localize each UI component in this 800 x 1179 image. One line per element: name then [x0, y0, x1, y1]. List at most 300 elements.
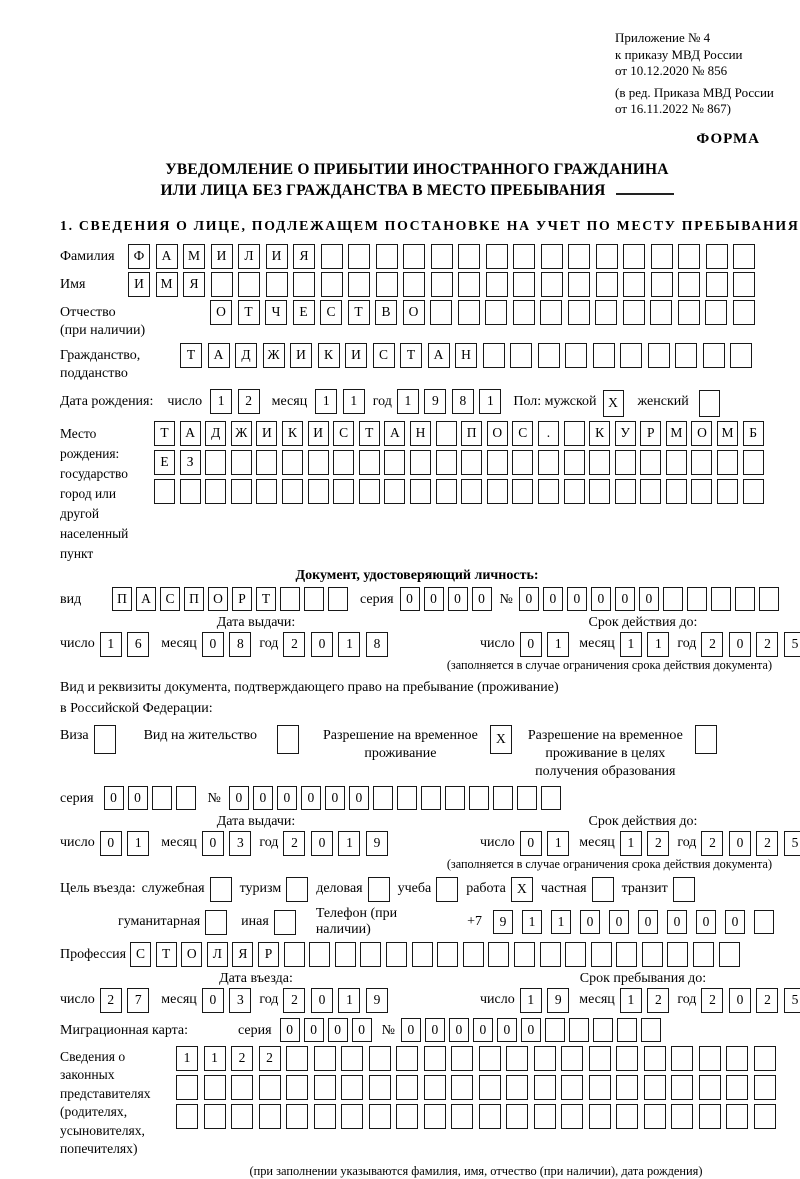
char-cell[interactable]: [483, 343, 505, 368]
char-cell[interactable]: [335, 942, 356, 967]
char-cell[interactable]: [568, 244, 590, 269]
char-cell[interactable]: [569, 1018, 589, 1042]
char-cell[interactable]: [568, 272, 590, 297]
char-cell[interactable]: Н: [410, 421, 431, 446]
char-cell[interactable]: 0: [567, 587, 587, 611]
char-cell[interactable]: Р: [232, 587, 252, 611]
char-cell[interactable]: Л: [238, 244, 260, 269]
char-cell[interactable]: О: [691, 421, 712, 446]
char-cell[interactable]: У: [615, 421, 636, 446]
char-cell[interactable]: О: [208, 587, 228, 611]
char-cell[interactable]: [616, 1075, 638, 1100]
char-cell[interactable]: [256, 479, 277, 504]
char-cell[interactable]: С: [373, 343, 395, 368]
char-cell[interactable]: [386, 942, 407, 967]
char-cell[interactable]: [644, 1104, 666, 1129]
char-cell[interactable]: [651, 244, 673, 269]
char-cell[interactable]: [706, 244, 728, 269]
char-cell[interactable]: И: [308, 421, 329, 446]
char-cell[interactable]: 0: [497, 1018, 517, 1042]
purpose-other-checkbox[interactable]: [274, 910, 296, 935]
char-cell[interactable]: [687, 587, 707, 611]
char-cell[interactable]: [259, 1104, 281, 1129]
char-cell[interactable]: [231, 1104, 253, 1129]
char-cell[interactable]: А: [156, 244, 178, 269]
char-cell[interactable]: [541, 786, 561, 810]
char-cell[interactable]: [640, 479, 661, 504]
char-cell[interactable]: О: [210, 300, 232, 325]
char-cell[interactable]: 0: [729, 831, 751, 856]
char-cell[interactable]: Д: [205, 421, 226, 446]
char-cell[interactable]: [486, 244, 508, 269]
char-cell[interactable]: [403, 272, 425, 297]
char-cell[interactable]: 2: [701, 632, 723, 657]
char-cell[interactable]: [293, 272, 315, 297]
char-cell[interactable]: 0: [104, 786, 124, 810]
char-cell[interactable]: З: [180, 450, 201, 475]
char-cell[interactable]: [754, 1104, 776, 1129]
char-cell[interactable]: 2: [100, 988, 122, 1013]
char-cell[interactable]: А: [428, 343, 450, 368]
char-cell[interactable]: М: [666, 421, 687, 446]
char-cell[interactable]: [726, 1046, 748, 1071]
char-cell[interactable]: [675, 343, 697, 368]
char-cell[interactable]: К: [282, 421, 303, 446]
char-cell[interactable]: [176, 1104, 198, 1129]
char-cell[interactable]: 1: [127, 831, 149, 856]
char-cell[interactable]: [154, 479, 175, 504]
char-cell[interactable]: [678, 300, 700, 325]
char-cell[interactable]: И: [256, 421, 277, 446]
char-cell[interactable]: Ф: [128, 244, 150, 269]
char-cell[interactable]: [666, 479, 687, 504]
char-cell[interactable]: [561, 1075, 583, 1100]
char-cell[interactable]: [486, 272, 508, 297]
char-cell[interactable]: [369, 1046, 391, 1071]
char-cell[interactable]: Ж: [263, 343, 285, 368]
char-cell[interactable]: 0: [472, 587, 492, 611]
char-cell[interactable]: 0: [328, 1018, 348, 1042]
char-cell[interactable]: 0: [277, 786, 297, 810]
char-cell[interactable]: Т: [238, 300, 260, 325]
char-cell[interactable]: [513, 272, 535, 297]
char-cell[interactable]: [384, 450, 405, 475]
char-cell[interactable]: [541, 272, 563, 297]
char-cell[interactable]: 1: [338, 831, 360, 856]
char-cell[interactable]: Т: [180, 343, 202, 368]
char-cell[interactable]: [376, 272, 398, 297]
char-cell[interactable]: 2: [701, 988, 723, 1013]
char-cell[interactable]: 2: [647, 831, 669, 856]
char-cell[interactable]: [284, 942, 305, 967]
char-cell[interactable]: [616, 1104, 638, 1129]
char-cell[interactable]: [238, 272, 260, 297]
char-cell[interactable]: [430, 300, 452, 325]
char-cell[interactable]: 0: [520, 831, 542, 856]
char-cell[interactable]: [436, 450, 457, 475]
char-cell[interactable]: [754, 1075, 776, 1100]
char-cell[interactable]: 2: [231, 1046, 253, 1071]
char-cell[interactable]: [308, 450, 329, 475]
char-cell[interactable]: [506, 1075, 528, 1100]
char-cell[interactable]: 0: [202, 988, 224, 1013]
char-cell[interactable]: [699, 1075, 721, 1100]
char-cell[interactable]: О: [403, 300, 425, 325]
char-cell[interactable]: 1: [620, 632, 642, 657]
char-cell[interactable]: 0: [202, 831, 224, 856]
char-cell[interactable]: [333, 479, 354, 504]
char-cell[interactable]: [309, 942, 330, 967]
char-cell[interactable]: [641, 1018, 661, 1042]
char-cell[interactable]: 0: [729, 632, 751, 657]
char-cell[interactable]: [180, 479, 201, 504]
char-cell[interactable]: 0: [543, 587, 563, 611]
char-cell[interactable]: [538, 450, 559, 475]
char-cell[interactable]: 0: [280, 1018, 300, 1042]
char-cell[interactable]: А: [180, 421, 201, 446]
char-cell[interactable]: [266, 272, 288, 297]
char-cell[interactable]: [564, 479, 585, 504]
char-cell[interactable]: [314, 1046, 336, 1071]
char-cell[interactable]: 1: [647, 632, 669, 657]
char-cell[interactable]: [451, 1104, 473, 1129]
char-cell[interactable]: [205, 479, 226, 504]
char-cell[interactable]: [282, 450, 303, 475]
char-cell[interactable]: [458, 300, 480, 325]
char-cell[interactable]: [176, 786, 196, 810]
char-cell[interactable]: А: [136, 587, 156, 611]
char-cell[interactable]: [564, 450, 585, 475]
char-cell[interactable]: А: [208, 343, 230, 368]
char-cell[interactable]: 9: [547, 988, 569, 1013]
char-cell[interactable]: 2: [283, 632, 305, 657]
char-cell[interactable]: [341, 1104, 363, 1129]
char-cell[interactable]: [348, 272, 370, 297]
char-cell[interactable]: С: [333, 421, 354, 446]
char-cell[interactable]: [397, 786, 417, 810]
char-cell[interactable]: И: [345, 343, 367, 368]
char-cell[interactable]: [644, 1075, 666, 1100]
char-cell[interactable]: [280, 587, 300, 611]
char-cell[interactable]: 1: [397, 389, 419, 414]
char-cell[interactable]: [596, 272, 618, 297]
char-cell[interactable]: П: [112, 587, 132, 611]
char-cell[interactable]: [733, 244, 755, 269]
char-cell[interactable]: 2: [756, 632, 778, 657]
char-cell[interactable]: 0: [401, 1018, 421, 1042]
char-cell[interactable]: [705, 300, 727, 325]
char-cell[interactable]: О: [487, 421, 508, 446]
char-cell[interactable]: [321, 244, 343, 269]
char-cell[interactable]: [593, 343, 615, 368]
char-cell[interactable]: 2: [238, 389, 260, 414]
char-cell[interactable]: 0: [311, 831, 333, 856]
char-cell[interactable]: [506, 1104, 528, 1129]
char-cell[interactable]: В: [375, 300, 397, 325]
purpose-humanitarian-checkbox[interactable]: [205, 910, 227, 935]
char-cell[interactable]: [487, 450, 508, 475]
char-cell[interactable]: 1: [547, 632, 569, 657]
char-cell[interactable]: [615, 450, 636, 475]
char-cell[interactable]: [512, 450, 533, 475]
char-cell[interactable]: 1: [204, 1046, 226, 1071]
char-cell[interactable]: [259, 1075, 281, 1100]
char-cell[interactable]: 2: [756, 831, 778, 856]
char-cell[interactable]: [376, 244, 398, 269]
char-cell[interactable]: 0: [128, 786, 148, 810]
char-cell[interactable]: [479, 1046, 501, 1071]
char-cell[interactable]: 1: [338, 988, 360, 1013]
char-cell[interactable]: [616, 1046, 638, 1071]
char-cell[interactable]: Т: [359, 421, 380, 446]
char-cell[interactable]: [328, 587, 348, 611]
char-cell[interactable]: И: [266, 244, 288, 269]
char-cell[interactable]: [314, 1075, 336, 1100]
char-cell[interactable]: [396, 1046, 418, 1071]
char-cell[interactable]: [396, 1104, 418, 1129]
char-cell[interactable]: М: [183, 244, 205, 269]
char-cell[interactable]: [513, 300, 535, 325]
char-cell[interactable]: П: [184, 587, 204, 611]
char-cell[interactable]: [424, 1104, 446, 1129]
char-cell[interactable]: [396, 1075, 418, 1100]
char-cell[interactable]: 1: [547, 831, 569, 856]
char-cell[interactable]: [564, 421, 585, 446]
char-cell[interactable]: 0: [591, 587, 611, 611]
char-cell[interactable]: [469, 786, 489, 810]
char-cell[interactable]: [540, 300, 562, 325]
char-cell[interactable]: Т: [348, 300, 370, 325]
char-cell[interactable]: [506, 1046, 528, 1071]
char-cell[interactable]: [733, 300, 755, 325]
char-cell[interactable]: 5: [784, 831, 800, 856]
char-cell[interactable]: [205, 450, 226, 475]
char-cell[interactable]: [360, 942, 381, 967]
char-cell[interactable]: [231, 479, 252, 504]
char-cell[interactable]: Я: [232, 942, 253, 967]
char-cell[interactable]: [644, 1046, 666, 1071]
char-cell[interactable]: [667, 942, 688, 967]
char-cell[interactable]: 0: [729, 988, 751, 1013]
char-cell[interactable]: [204, 1075, 226, 1100]
char-cell[interactable]: [204, 1104, 226, 1129]
char-cell[interactable]: [589, 1104, 611, 1129]
char-cell[interactable]: [308, 479, 329, 504]
char-cell[interactable]: Я: [293, 244, 315, 269]
char-cell[interactable]: 8: [366, 632, 388, 657]
char-cell[interactable]: К: [589, 421, 610, 446]
char-cell[interactable]: [678, 244, 700, 269]
char-cell[interactable]: [561, 1104, 583, 1129]
sex-male-checkbox[interactable]: X: [603, 390, 624, 417]
char-cell[interactable]: Ч: [265, 300, 287, 325]
char-cell[interactable]: [540, 942, 561, 967]
residence-permit-checkbox[interactable]: [277, 725, 299, 754]
char-cell[interactable]: 2: [647, 988, 669, 1013]
char-cell[interactable]: [479, 1075, 501, 1100]
char-cell[interactable]: [706, 272, 728, 297]
char-cell[interactable]: [487, 479, 508, 504]
char-cell[interactable]: 3: [229, 988, 251, 1013]
char-cell[interactable]: [231, 450, 252, 475]
char-cell[interactable]: 8: [229, 632, 251, 657]
char-cell[interactable]: [479, 1104, 501, 1129]
char-cell[interactable]: [719, 942, 740, 967]
char-cell[interactable]: 0: [638, 910, 658, 934]
char-cell[interactable]: [510, 343, 532, 368]
char-cell[interactable]: [726, 1075, 748, 1100]
char-cell[interactable]: [176, 1075, 198, 1100]
char-cell[interactable]: 7: [127, 988, 149, 1013]
char-cell[interactable]: [359, 450, 380, 475]
char-cell[interactable]: [403, 244, 425, 269]
char-cell[interactable]: Т: [156, 942, 177, 967]
char-cell[interactable]: И: [128, 272, 150, 297]
char-cell[interactable]: [565, 343, 587, 368]
char-cell[interactable]: [699, 1046, 721, 1071]
char-cell[interactable]: [538, 479, 559, 504]
char-cell[interactable]: [451, 1046, 473, 1071]
char-cell[interactable]: 2: [259, 1046, 281, 1071]
char-cell[interactable]: 9: [493, 910, 513, 934]
char-cell[interactable]: [693, 942, 714, 967]
char-cell[interactable]: [593, 1018, 613, 1042]
char-cell[interactable]: [733, 272, 755, 297]
char-cell[interactable]: 0: [352, 1018, 372, 1042]
char-cell[interactable]: [517, 786, 537, 810]
char-cell[interactable]: [384, 479, 405, 504]
char-cell[interactable]: [231, 1075, 253, 1100]
char-cell[interactable]: [282, 479, 303, 504]
char-cell[interactable]: [620, 343, 642, 368]
char-cell[interactable]: [717, 450, 738, 475]
char-cell[interactable]: [463, 942, 484, 967]
char-cell[interactable]: [617, 1018, 637, 1042]
char-cell[interactable]: [651, 272, 673, 297]
char-cell[interactable]: 2: [283, 988, 305, 1013]
char-cell[interactable]: 0: [304, 1018, 324, 1042]
char-cell[interactable]: 0: [609, 910, 629, 934]
char-cell[interactable]: Б: [743, 421, 764, 446]
char-cell[interactable]: [589, 479, 610, 504]
char-cell[interactable]: [321, 272, 343, 297]
char-cell[interactable]: [591, 942, 612, 967]
char-cell[interactable]: [458, 272, 480, 297]
char-cell[interactable]: [648, 343, 670, 368]
char-cell[interactable]: [642, 942, 663, 967]
char-cell[interactable]: [211, 272, 233, 297]
purpose-tourism-checkbox[interactable]: [286, 877, 308, 902]
char-cell[interactable]: [595, 300, 617, 325]
char-cell[interactable]: [754, 910, 774, 934]
char-cell[interactable]: 0: [229, 786, 249, 810]
char-cell[interactable]: 8: [452, 389, 474, 414]
char-cell[interactable]: [759, 587, 779, 611]
char-cell[interactable]: 3: [229, 831, 251, 856]
char-cell[interactable]: [623, 272, 645, 297]
char-cell[interactable]: 0: [725, 910, 745, 934]
char-cell[interactable]: [451, 1075, 473, 1100]
char-cell[interactable]: К: [318, 343, 340, 368]
char-cell[interactable]: 0: [519, 587, 539, 611]
char-cell[interactable]: 1: [315, 389, 337, 414]
char-cell[interactable]: [565, 942, 586, 967]
char-cell[interactable]: 9: [366, 988, 388, 1013]
char-cell[interactable]: [691, 450, 712, 475]
char-cell[interactable]: [493, 786, 513, 810]
char-cell[interactable]: [691, 479, 712, 504]
char-cell[interactable]: [623, 244, 645, 269]
char-cell[interactable]: 0: [349, 786, 369, 810]
char-cell[interactable]: 1: [620, 988, 642, 1013]
char-cell[interactable]: [348, 244, 370, 269]
char-cell[interactable]: [561, 1046, 583, 1071]
char-cell[interactable]: 0: [425, 1018, 445, 1042]
char-cell[interactable]: [743, 450, 764, 475]
char-cell[interactable]: 0: [424, 587, 444, 611]
char-cell[interactable]: [589, 450, 610, 475]
char-cell[interactable]: 0: [325, 786, 345, 810]
char-cell[interactable]: [735, 587, 755, 611]
char-cell[interactable]: [514, 942, 535, 967]
char-cell[interactable]: Е: [154, 450, 175, 475]
char-cell[interactable]: 6: [127, 632, 149, 657]
char-cell[interactable]: О: [181, 942, 202, 967]
visa-checkbox[interactable]: [94, 725, 116, 754]
char-cell[interactable]: 1: [338, 632, 360, 657]
char-cell[interactable]: [431, 244, 453, 269]
char-cell[interactable]: [373, 786, 393, 810]
char-cell[interactable]: 0: [100, 831, 122, 856]
char-cell[interactable]: 1: [522, 910, 542, 934]
char-cell[interactable]: 2: [756, 988, 778, 1013]
char-cell[interactable]: 2: [283, 831, 305, 856]
char-cell[interactable]: С: [512, 421, 533, 446]
char-cell[interactable]: И: [211, 244, 233, 269]
char-cell[interactable]: [699, 1104, 721, 1129]
char-cell[interactable]: Р: [640, 421, 661, 446]
char-cell[interactable]: С: [160, 587, 180, 611]
char-cell[interactable]: [333, 450, 354, 475]
char-cell[interactable]: [663, 587, 683, 611]
char-cell[interactable]: [640, 450, 661, 475]
char-cell[interactable]: Т: [256, 587, 276, 611]
purpose-private-checkbox[interactable]: [592, 877, 614, 902]
char-cell[interactable]: [421, 786, 441, 810]
char-cell[interactable]: [256, 450, 277, 475]
char-cell[interactable]: [717, 479, 738, 504]
char-cell[interactable]: 0: [301, 786, 321, 810]
char-cell[interactable]: [534, 1046, 556, 1071]
char-cell[interactable]: 5: [784, 988, 800, 1013]
char-cell[interactable]: 0: [448, 587, 468, 611]
char-cell[interactable]: 0: [696, 910, 716, 934]
char-cell[interactable]: [589, 1075, 611, 1100]
char-cell[interactable]: А: [384, 421, 405, 446]
char-cell[interactable]: [314, 1104, 336, 1129]
char-cell[interactable]: [458, 244, 480, 269]
char-cell[interactable]: [286, 1075, 308, 1100]
char-cell[interactable]: [424, 1046, 446, 1071]
char-cell[interactable]: 1: [100, 632, 122, 657]
char-cell[interactable]: [671, 1075, 693, 1100]
char-cell[interactable]: [341, 1075, 363, 1100]
char-cell[interactable]: 0: [311, 632, 333, 657]
char-cell[interactable]: [730, 343, 752, 368]
char-cell[interactable]: [410, 450, 431, 475]
char-cell[interactable]: [485, 300, 507, 325]
char-cell[interactable]: Ж: [231, 421, 252, 446]
